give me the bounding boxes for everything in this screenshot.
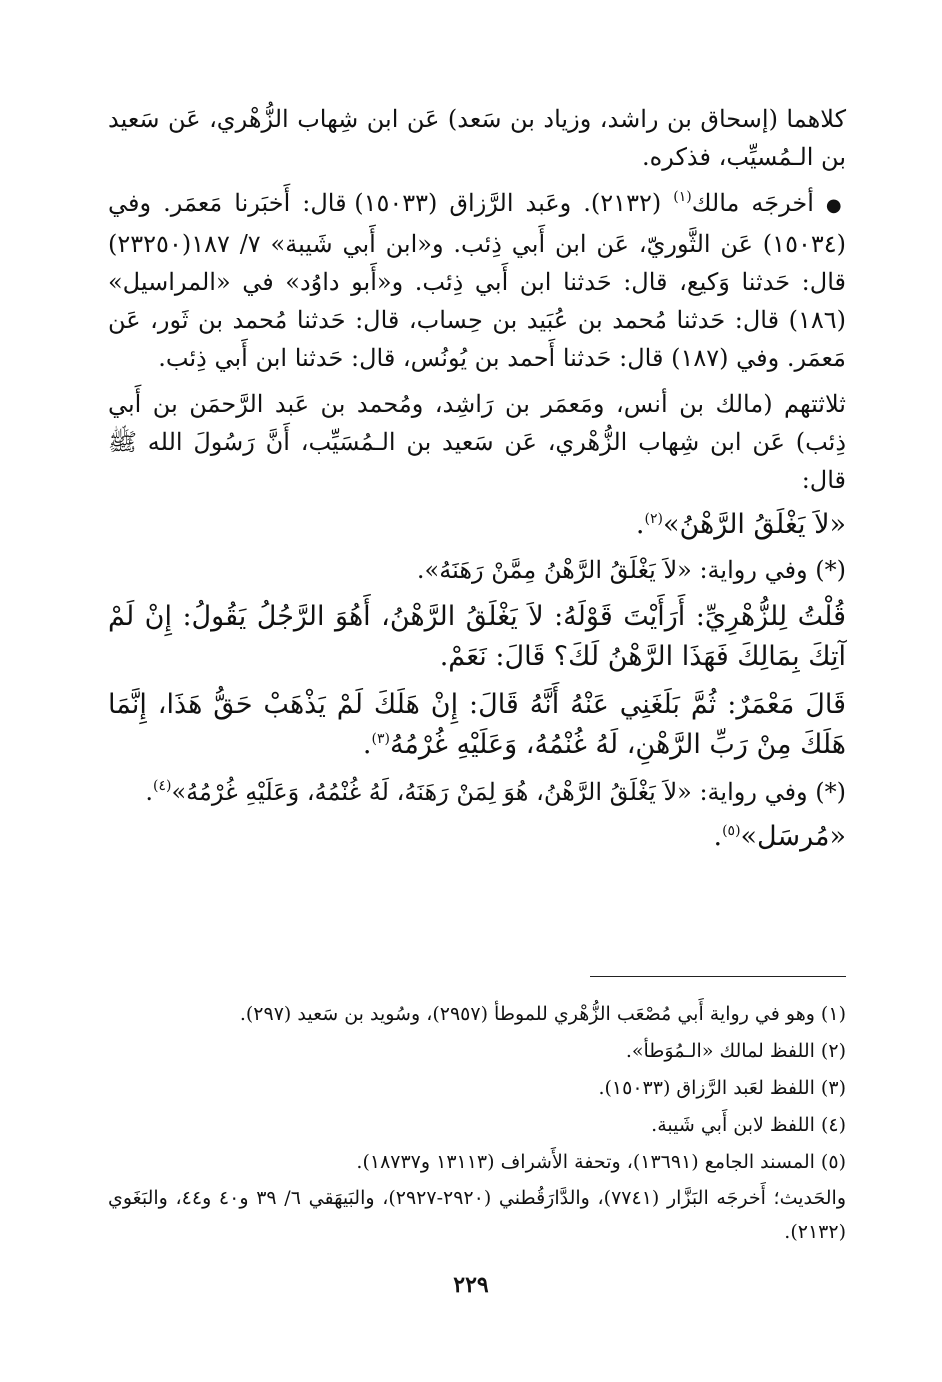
footnote: (٤) اللفظ لابن أَبي شَيبة. xyxy=(651,1114,846,1136)
variant-narration: (*) وفي رواية: «لاَ يَغْلَقُ الرَّهْنُ، هُوَ لِمَنْ رَهَنَهُ، لَهُ غُنْمُهُ، وَعَلَيْهِ غُرْمُهُ»$^{(٤)}$. xyxy=(145,778,846,806)
hadith-text: «لاَ يَغْلَقُ الرَّهْنُ»$^{(٢)}$. xyxy=(635,509,846,540)
footnote-ref: (٣) xyxy=(371,731,390,747)
footnotes xyxy=(108,996,846,1249)
mamar-statement: قَالَ مَعْمَرٌ: ثُمَّ بَلَغَنِي عَنْهُ أَنَّهُ قَالَ: إِنْ هَلَكَ لَمْ يَذْهَبْ حَقُّ هَذَا، إِنَّمَا هَلَكَ مِنْ رَبِّ الرَّهْنِ، لَهُ غُنْمُهُ، وَعَلَيْهِ غُرْمُهُ$^{(٣)}$. xyxy=(108,689,846,760)
paragraph-narrators: ثلاثتهم (مالك بن أنس، ومَعمَر بن رَاشِد، ومُحمد بن عَبد الرَّحمَن بن أَبي ذِئب) عَن ابن شِهاب الزُّهْري، عَن سَعيد بن الـمُسَيِّب، أَنَّ رَسُولَ الله ﷺ قال: xyxy=(108,390,846,494)
page-number: ٢٢٩ xyxy=(453,1272,489,1298)
grading: «مُرسَل»$^{(٥)}$. xyxy=(713,821,846,852)
variant-narration: (*) وفي رواية: «لاَ يَغْلَقُ الرَّهْنُ مِمَّنْ رَهَنَهُ». xyxy=(416,556,846,584)
footnote-continuation: والحَديث؛ أَخرجَه البَزَّار (٧٧٤١)، والدَّارَقُطني (٢٩٢٠-٢٩٢٧)، والبَيهَقي ٦/ ٣٩ و٤٠ و٤٤، والبَغَوي (٢١٣٢). xyxy=(108,1187,846,1243)
zuhri-question: قُلْتُ لِلزُّهْرِيِّ: أَرَأَيْتَ قَوْلَهُ: لاَ يَغْلَقُ الرَّهْنُ، أَهُوَ الرَّجُلُ يَقُولُ: إِنْ لَمْ آتِكَ بِمَالِكَ فَهَذَا الرَّهْنُ لَكَ؟ قَالَ: نَعَمْ. xyxy=(108,601,846,672)
footnote: (٥) المسند الجامع (١٣٦٩١)، وتحفة الأَشراف (١٣١١٣ و١٨٧٣٧). xyxy=(356,1151,846,1173)
footnote-ref: (٤) xyxy=(152,778,172,794)
footnote-separator xyxy=(590,976,846,977)
footnote: (٢) اللفظ لمالك «الـمُوَطأ». xyxy=(625,1040,846,1062)
paragraph-takhrij: ● أخرجَه مالك$^{(١)}$ (٢١٣٢). وعَبد الرَّزاق (١٥٠٣٣) قال: أَخبَرنا مَعمَر. وفي (١٥٠٣٤) عَن الثَّوريّ، عَن ابن أَبي ذِئب. و«ابن أَبي شَيبة» ٧/ ١٨٧(٢٣٢٥٠) قال: حَدثنا وَكيع، قال: حَدثنا ابن أَبي ذِئب. و«أَبو داوُد» في «المراسيل» (١٨٦) قال: حَدثنا مُحمد بن عُبَيد بن حِساب، قال: حَدثنا مُحمد بن ثَور، عَن مَعمَر. وفي (١٨٧) قال: حَدثنا أَحمد بن يُونُس، قال: حَدثنا ابن أَبي ذِئب. xyxy=(108,189,846,372)
footnote: (٣) اللفظ لعَبد الرَّزاق (١٥٠٣٣). xyxy=(598,1077,846,1099)
paragraph-chain: كلاهما (إسحاق بن راشد، وزياد بن سَعد) عَن ابن شِهاب الزُّهْري، عَن سَعيد بن الـمُسيِّب، فذكره. xyxy=(108,105,846,171)
footnote: (١) وهو في رواية أَبي مُصْعَب الزُّهْري للموطأ (٢٩٥٧)، وسُويد بن سَعيد (٢٩٧). xyxy=(239,1003,846,1025)
footnote-ref: (٢) xyxy=(644,511,663,527)
bullet-icon: ● xyxy=(825,195,846,216)
footnote-ref: (١) xyxy=(673,189,692,205)
footnote-ref: (٥) xyxy=(722,823,741,839)
main-text xyxy=(108,100,846,865)
